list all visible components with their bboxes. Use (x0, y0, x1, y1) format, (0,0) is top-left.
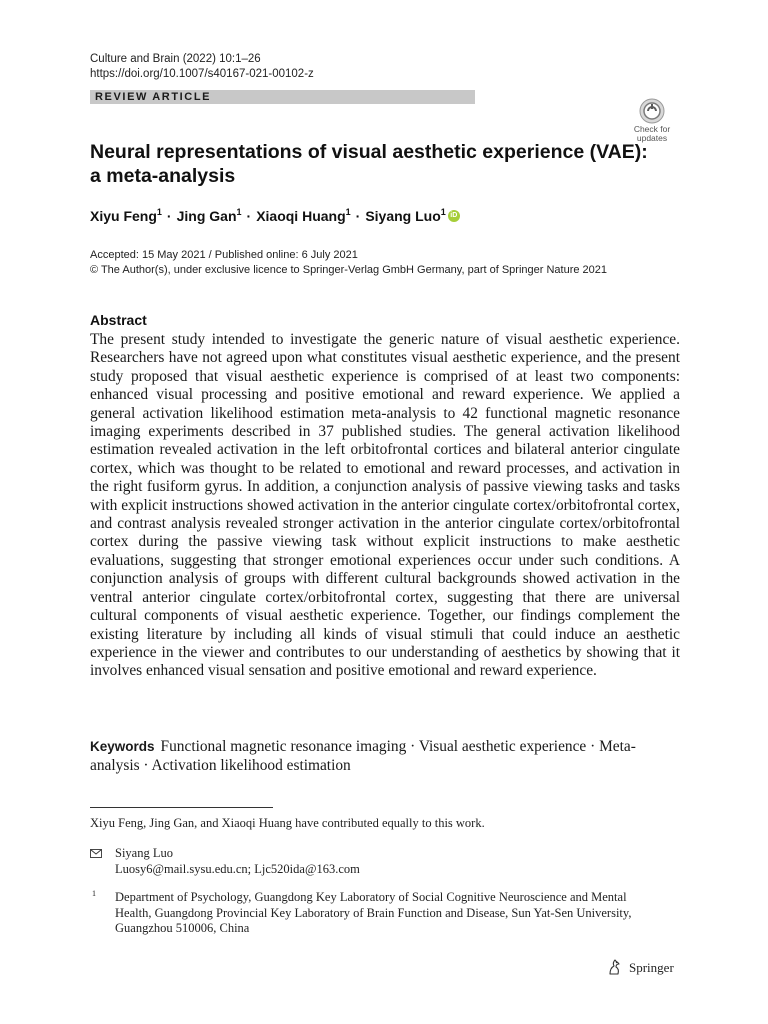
check-updates-line1: Check for (633, 124, 671, 134)
article-title (90, 140, 660, 188)
title-line-1: Neural representations of visual aesthetic experience (VAE): (90, 141, 648, 163)
envelope-icon (90, 849, 102, 858)
author-separator: · (166, 208, 172, 224)
publication-dates: Accepted: 15 May 2021 / Published online: 6 July 2021 (90, 249, 358, 261)
corresponding-author-email[interactable]: Luosy6@mail.sysu.edu.cn; Ljc520ida@163.com (115, 862, 360, 876)
doi-link[interactable]: https://doi.org/10.1007/s40167-021-00102-z (90, 68, 314, 80)
author-affiliation-mark: 1 (440, 207, 446, 217)
author-affiliation-mark: 1 (236, 207, 242, 217)
publisher-logo (606, 958, 674, 978)
affiliation-number: 1 (92, 889, 96, 898)
title-line-2: a meta-analysis (90, 165, 236, 187)
author-name[interactable]: Siyang Luo (365, 208, 441, 224)
author-name[interactable]: Xiyu Feng (90, 208, 157, 224)
footnote-divider (90, 807, 273, 808)
abstract-heading: Abstract (90, 312, 147, 328)
equal-contribution-note: Xiyu Feng, Jing Gan, and Xiaoqi Huang have contributed equally to this work. (90, 816, 485, 830)
keywords-text: Functional magnetic resonance imaging · Visual aesthetic experience · Meta-analysis · Activation likelihood estimation (90, 738, 636, 774)
corresponding-author-name: Siyang Luo (115, 846, 173, 860)
affiliation-text: Department of Psychology, Guangdong Key Laboratory of Social Cognitive Neuroscience and Mental Health, Guangdong Provincial Key Laboratory of Brain Function and Disease, Sun Yat-Sen University, Guangzhou 510006, China (115, 890, 632, 935)
article-type-label: REVIEW ARTICLE (95, 91, 212, 103)
check-updates-icon (639, 98, 665, 124)
author-separator: · (355, 208, 361, 224)
author-affiliation-mark: 1 (156, 207, 162, 217)
check-updates-line2: updates (636, 133, 668, 143)
author-name[interactable]: Xiaoqi Huang (256, 208, 346, 224)
article-type-bar (90, 90, 475, 104)
keywords-label: Keywords (90, 739, 155, 754)
author-name[interactable]: Jing Gan (176, 208, 237, 224)
copyright-notice: © The Author(s), under exclusive licence to Springer-Verlag GmbH Germany, part of Springer Nature 2021 (90, 264, 607, 276)
abstract-text: The present study intended to investigate the generic nature of visual aesthetic experience. Researchers have not agreed upon what constitutes visual aesthetic experience, and the present study proposed that visual aesthetic experience is comprised of at least two components: enhanced visual processing and positive emotional and reward experience. We applied a general activation likelihood estimation meta-analysis to 42 functional magnetic resonance imaging experiments described in 37 published studies. The general activation likelihood estimation revealed activation in the left orbitofrontal cortices and bilateral anterior cingulate cortex, which was thought to be related to emotional and reward processes, and activation in the right fusiform gyrus. In addition, a conjunction analysis of passive viewing tasks and tasks with explicit instructions showed activation in the anterior cingulate cortex/orbitofrontal cortex, and contrast analysis revealed stronger activation in the anterior cingulate cortex/orbitofrontal cortex during the passive viewing task without explicit instructions to make aesthetic evaluations, suggesting that stronger emotional experiences occur under such conditions. A conjunction analysis of groups with different cultural backgrounds showed activation in the ventral anterior cingulate cortex/orbitofrontal cortex, suggesting that there are universal cultural components of visual aesthetic experience. Together, our findings complement the existing literature by including all kinds of visual stimuli that could induce an aesthetic experience in the viewer and contributes to our understanding of aesthetics by showing that it involves enhanced visual sensation and positive emotional and reward experience. (90, 331, 680, 680)
keywords-section (90, 737, 680, 775)
author-separator: · (246, 208, 252, 224)
journal-info: Culture and Brain (2022) 10:1–26 (90, 53, 261, 65)
springer-horse-icon (606, 958, 622, 976)
orcid-icon[interactable]: iD (448, 210, 460, 222)
author-affiliation-mark: 1 (345, 207, 351, 217)
author-list (90, 207, 460, 224)
publisher-name: Springer (629, 960, 674, 975)
check-for-updates-badge[interactable] (626, 98, 678, 144)
